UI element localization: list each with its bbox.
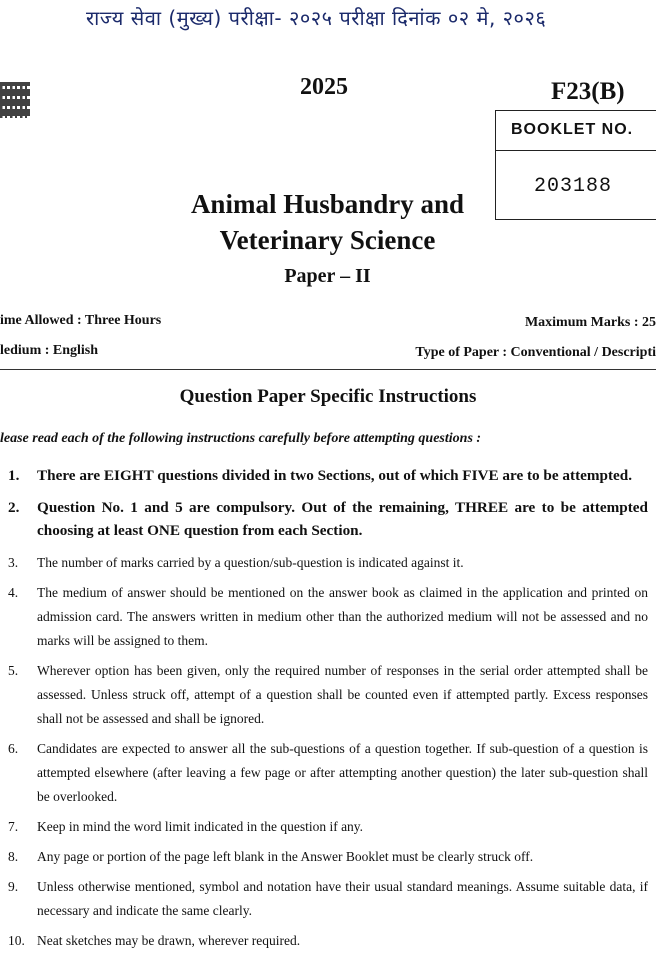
subject-title-line2: Veterinary Science: [219, 225, 436, 255]
instructions-lead: lease read each of the following instructions carefully before attempting questions :: [0, 431, 482, 446]
instruction-number: 9.: [8, 879, 19, 894]
instruction-text: Keep in mind the word limit indicated in the question if any.: [37, 819, 364, 834]
instruction-text: Question No. 1 and 5 are compulsory. Out of the remaining, THREE are to be attempted choosing at least ONE question from each Section.: [37, 499, 648, 539]
instruction-text: The medium of answer should be mentioned on the answer book as claimed in the application and printed on admission card. The answers written in medium other than the authorized medium will not be assessed and no marks will be assigned to them.: [37, 585, 648, 648]
time-allowed: ime Allowed : Three Hours: [0, 313, 162, 328]
type-of-paper: Type of Paper : Conventional / Descripti: [415, 345, 656, 360]
instruction-number: 7.: [8, 819, 19, 834]
instruction-item: [0, 659, 656, 731]
subject-title-line1: Animal Husbandry and: [190, 189, 465, 219]
handwritten-exam-note: राज्य सेवा (मुख्य) परीक्षा- २०२५ परीक्षा दिनांक ०२ मे, २०२६: [86, 6, 547, 30]
instruction-number: 4.: [8, 585, 19, 600]
booklet-number: 203188: [534, 175, 613, 198]
instruction-text: Wherever option has been given, only the required number of responses in the serial order attempted shall be assessed. Unless struck off, attempt of a question shall be counted even if attempted partly. Excess responses shall not be assessed and shall be ignored.: [37, 663, 648, 726]
instructions-list: [0, 464, 656, 959]
instruction-number: 10.: [8, 933, 25, 948]
instruction-number: 1.: [8, 467, 20, 484]
instruction-text: The number of marks carried by a question/sub-question is indicated against it.: [37, 555, 464, 570]
instruction-number: 8.: [8, 849, 19, 864]
exam-year: 2025: [300, 74, 348, 100]
instruction-item: [0, 551, 656, 575]
instruction-text: There are EIGHT questions divided in two Sections, out of which FIVE are to be attempted.: [37, 467, 633, 484]
instruction-number: 2.: [8, 499, 20, 516]
paper-number: Paper – II: [284, 265, 371, 287]
header-divider: [0, 369, 656, 370]
instruction-item: [0, 496, 656, 542]
instructions-heading: Question Paper Specific Instructions: [179, 386, 477, 407]
instruction-text: Any page or portion of the page left blank in the Answer Booklet must be clearly struck off.: [37, 849, 534, 864]
instruction-item: [0, 737, 656, 809]
instruction-item: [0, 929, 656, 953]
instruction-item: [0, 581, 656, 653]
instruction-text: Candidates are expected to answer all the sub-questions of a question together. If sub-question of a question is attempted elsewhere (after leaving a few page or after attempting another question) the later sub-question shall be overlooked.: [37, 741, 648, 804]
qr-code-icon: [0, 82, 30, 118]
instruction-text: Neat sketches may be drawn, wherever required.: [37, 933, 301, 948]
instruction-item: [0, 815, 656, 839]
maximum-marks: Maximum Marks : 25: [524, 315, 656, 330]
instruction-text: Unless otherwise mentioned, symbol and notation have their usual standard meanings. Assume suitable data, if necessary and indicate the same clearly.: [37, 879, 648, 918]
instruction-item: [0, 875, 656, 923]
instruction-number: 3.: [8, 555, 19, 570]
booklet-label: BOOKLET NO.: [496, 111, 656, 151]
instruction-number: 5.: [8, 663, 19, 678]
instruction-item: [0, 464, 656, 487]
paper-code: F23(B): [551, 78, 625, 105]
instruction-number: 6.: [8, 741, 19, 756]
instruction-item: [0, 845, 656, 869]
medium: ledium : English: [0, 343, 99, 358]
